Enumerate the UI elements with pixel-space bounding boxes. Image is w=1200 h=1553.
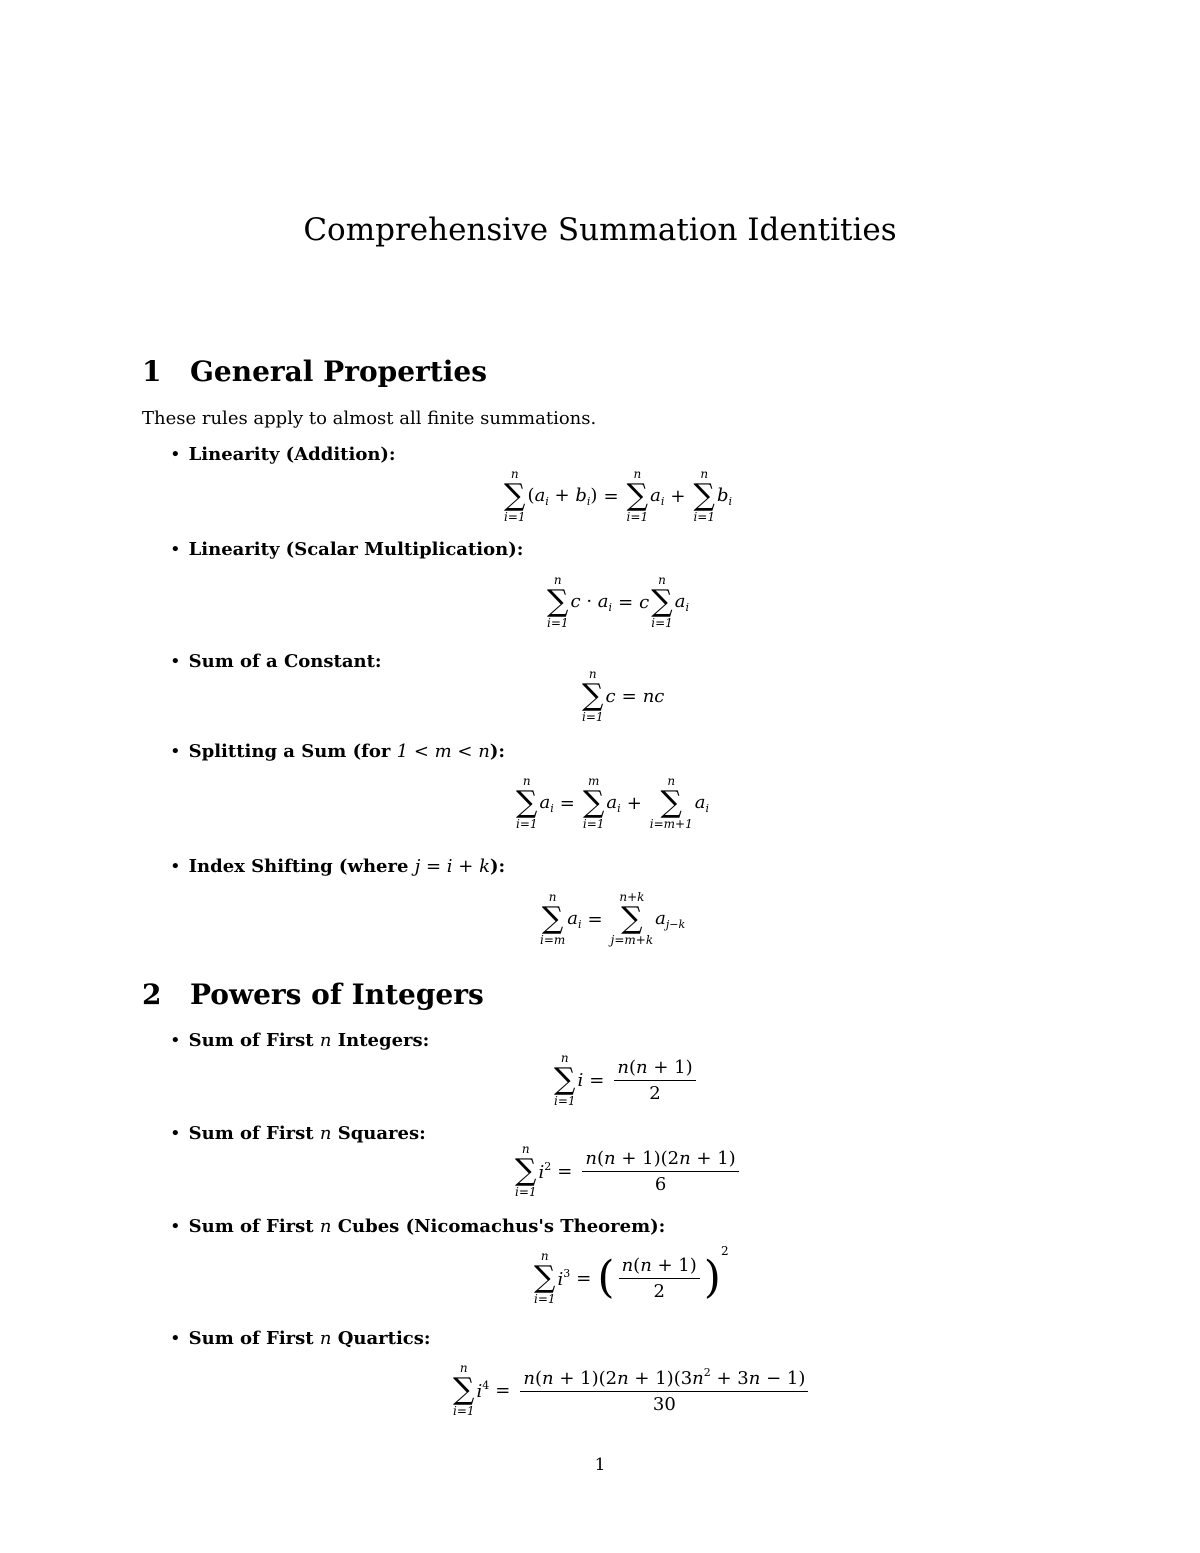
section-number: 1 [142,355,162,388]
item-label: Sum of a Constant: [188,651,382,672]
equation-sum-integers: n ∑ i=1 i = $\frac{n(n + 1)}{2}$ [552,1052,700,1108]
list-item: • Sum of First n Squares: [170,1123,426,1144]
item-label: Linearity (Addition): [188,444,396,465]
list-item [170,444,396,465]
list-item: • Sum of First n Quartics: [170,1328,431,1349]
list-item: • Sum of First n Cubes (Nicomachus's Theorem): [170,1216,666,1237]
bullet-icon: • [170,539,181,560]
section-title: General Properties [190,355,487,388]
equation-linearity-scalar: n ∑ i=1 $c \cdot a_i$ = c n ∑ i=1 $a_i$ [547,573,690,630]
bullet-icon: • [170,651,181,672]
list-item [170,651,382,672]
list-item: • Splitting a Sum (for 1 < m < n): [170,741,505,762]
section-number: 2 [142,978,162,1011]
bullet-icon: • [170,1328,181,1349]
bullet-icon: • [170,1123,181,1144]
section-1-intro: These rules apply to almost all finite summations. [142,408,597,429]
bullet-icon: • [170,1216,181,1237]
bullet-icon: • [170,444,181,465]
bullet-icon: • [170,1030,181,1051]
equation-splitting-sum: n ∑ i=1 $a_i$ = m ∑ i=1 $a_i$ + n ∑ i=m+1 $a_i$ [516,774,710,831]
section-1-heading [142,355,487,388]
page-number: 1 [594,1455,606,1475]
equation-sum-constant: n ∑ i=1 c = nc [582,667,665,724]
equation-linearity-addition: n ∑ i=1 $(a_i + b_i)$ = n ∑ i=1 $a_i$ + n ∑ i=1 $b_i$ [504,467,733,524]
bullet-icon: • [170,741,181,762]
equation-sum-cubes: n ∑ i=1 $i^3$ = ( $\frac{n(n + 1)}{2}$ ) 2 [534,1244,729,1306]
section-title: Powers of Integers [190,978,484,1011]
list-item [170,539,523,560]
equation-sum-squares: n ∑ i=1 $i^2$ = $\frac{n(n + 1)(2n + 1)}{6}$ [513,1143,743,1199]
bullet-icon: • [170,856,181,877]
list-item: • Sum of First n Integers: [170,1030,430,1051]
section-2-heading [142,978,484,1011]
equation-sum-quartics: n ∑ i=1 $i^4$ = $\frac{n(n + 1)(2n + 1)(3n^2 + 3n - 1)}{30}$ [451,1362,812,1418]
list-item: • Index Shifting (where j = i + k): [170,856,506,877]
item-label: Linearity (Scalar Multiplication): [188,539,524,560]
document-title: Comprehensive Summation Identities [303,212,897,248]
equation-index-shifting: n ∑ i=m $a_i$ = n+k ∑ j=m+k $a_{j-k}$ [540,890,686,947]
